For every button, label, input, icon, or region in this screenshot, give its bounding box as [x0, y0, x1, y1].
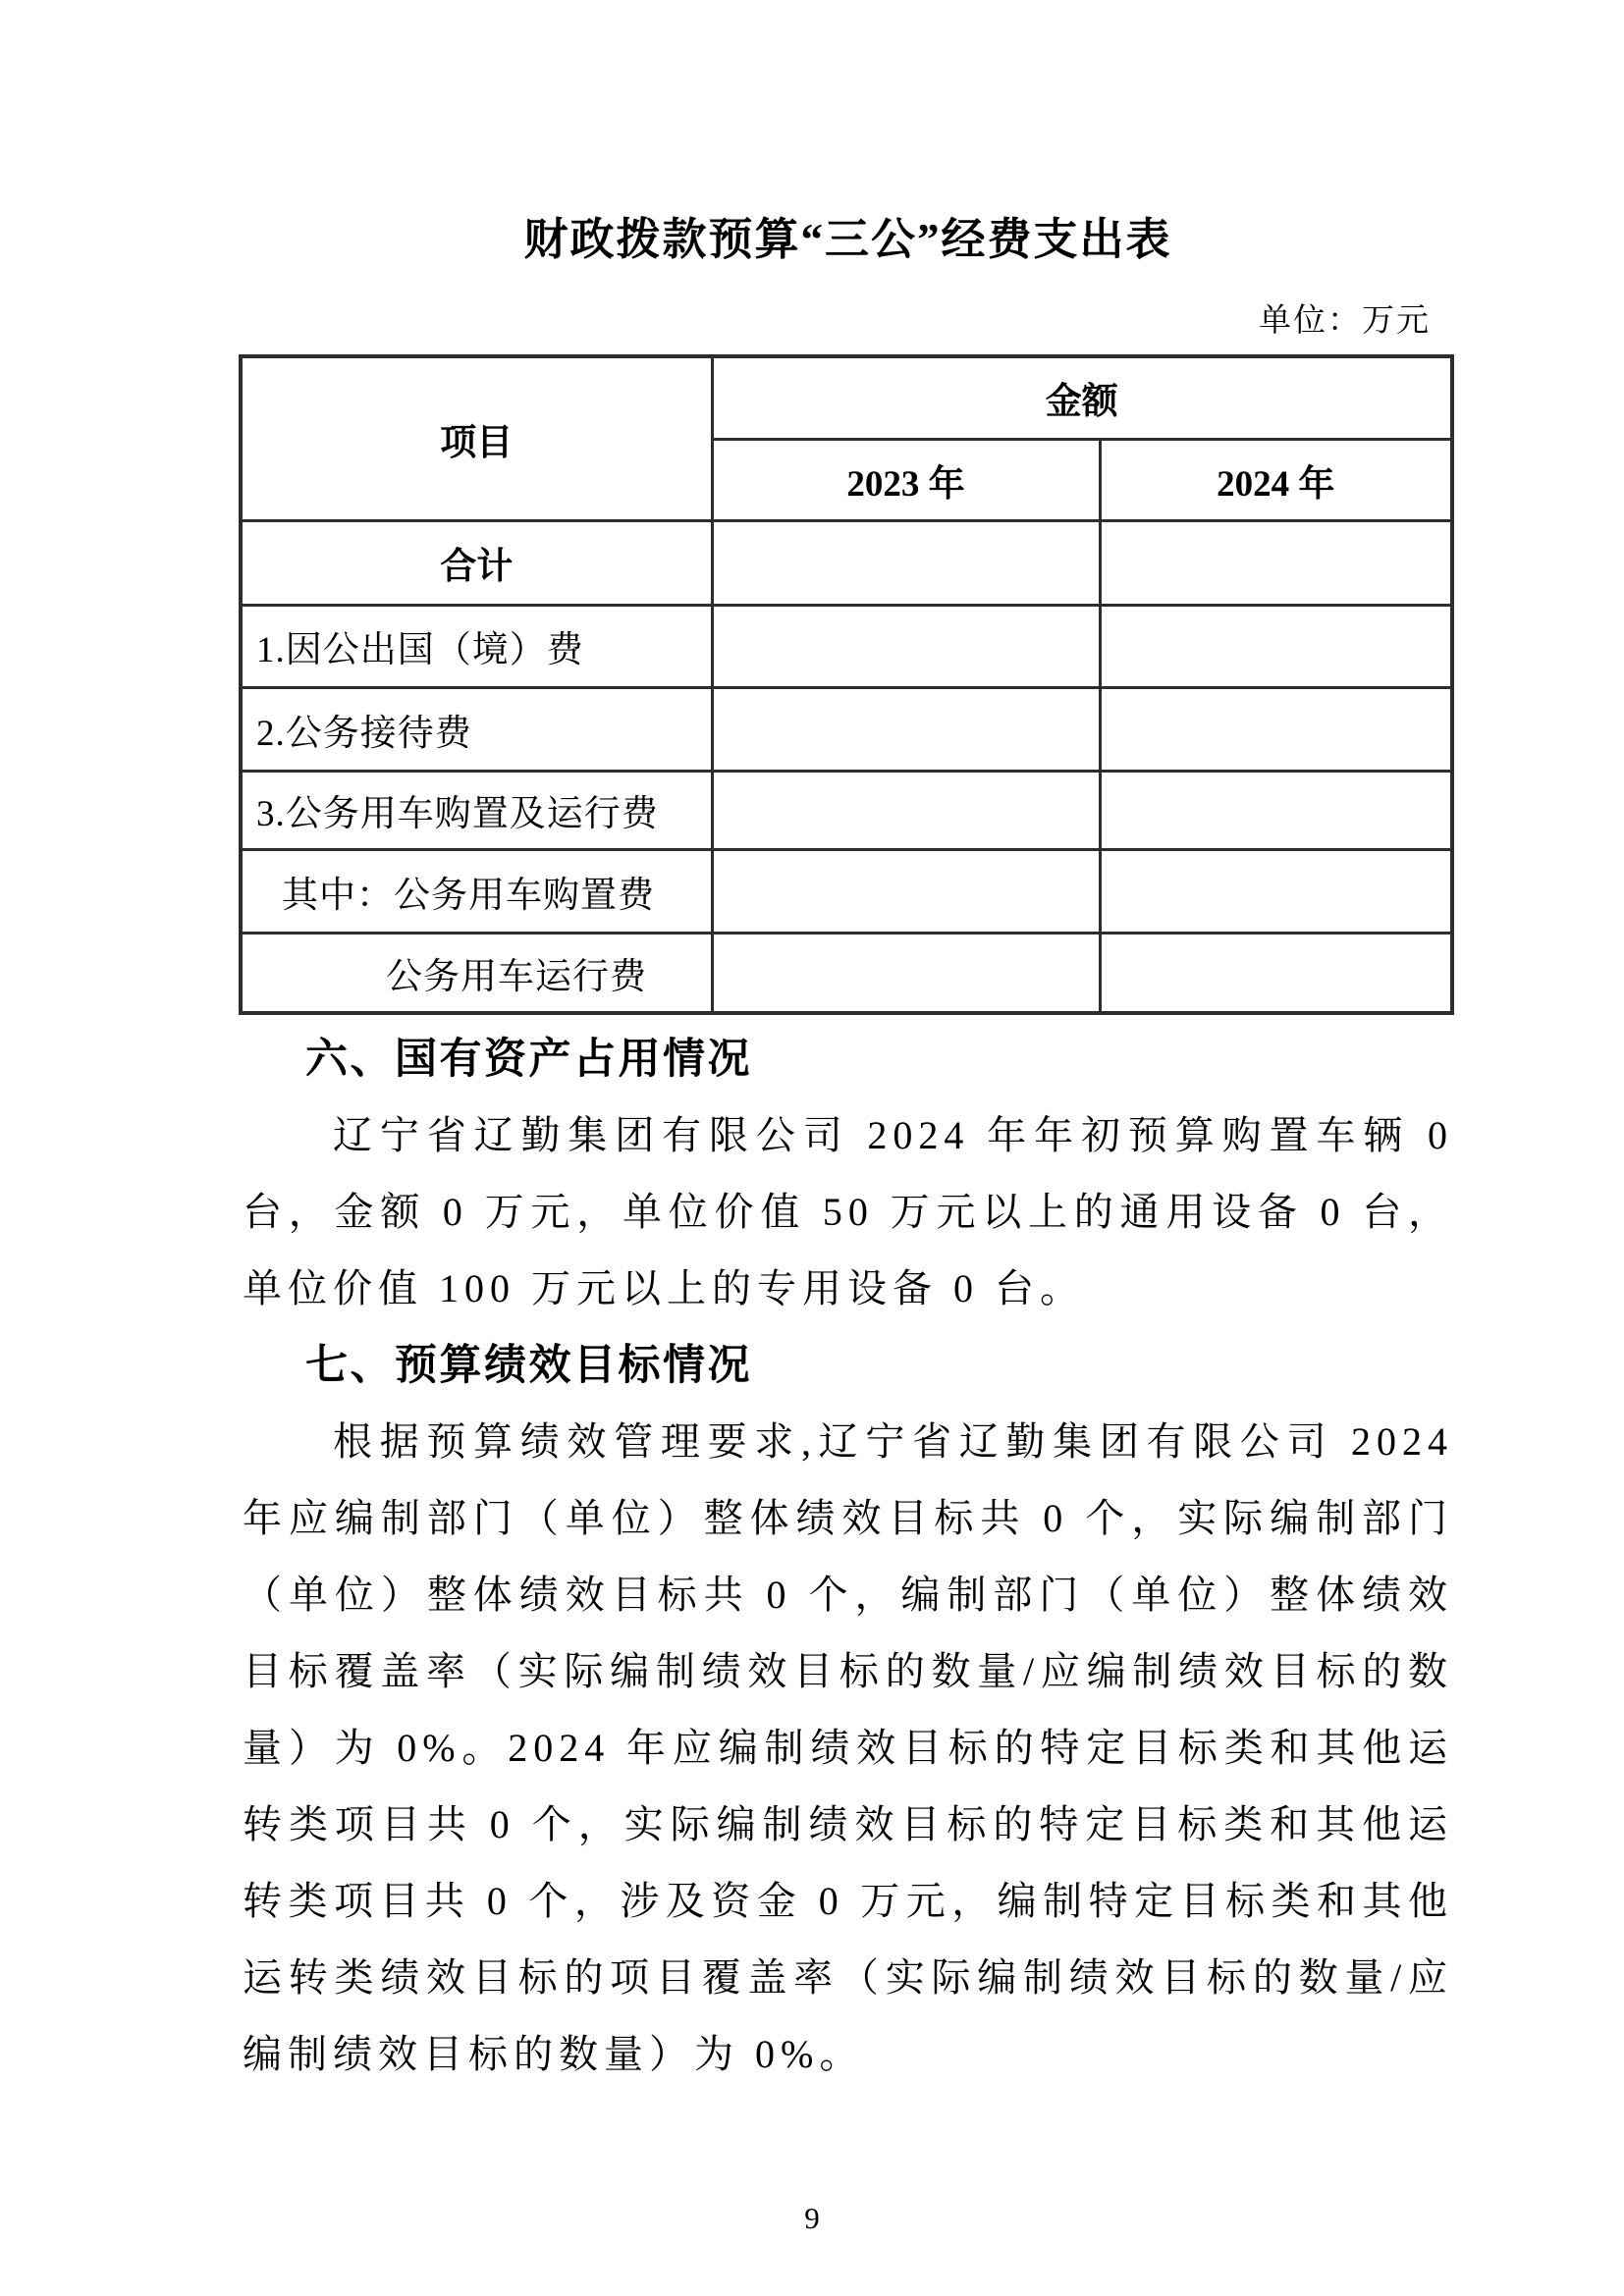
page-number: 9 [804, 2201, 820, 2235]
row-label-vehicle-purchase-operation: 3.公务用车购置及运行费 [241, 771, 712, 849]
value-cell-2024 [1100, 933, 1452, 1013]
row-label-total: 合计 [241, 520, 712, 605]
table-row [241, 933, 1452, 1013]
table-header-row-1 [241, 356, 1452, 439]
value-cell-2023 [712, 520, 1100, 605]
section-paragraph-state-assets: 辽宁省辽勤集团有限公司 2024 年年初预算购置车辆 0 台，金额 0 万元，单位价值 50 万元以上的通用设备 0 台，单位价值 100 万元以上的专用设备 0 台。 [243, 1113, 1453, 1310]
page-title: 财政拨款预算“三公”经费支出表 [523, 215, 1172, 264]
table-row-total [241, 520, 1452, 605]
section-heading-state-assets: 六、国有资产占用情况 [305, 1036, 752, 1083]
value-cell-2023 [712, 849, 1100, 933]
value-cell-2024 [1100, 771, 1452, 849]
row-label-vehicle-operation: 公务用车运行费 [241, 933, 712, 1013]
row-label-vehicle-purchase: 其中：公务用车购置费 [241, 849, 712, 933]
section-paragraph-performance-targets: 根据预算绩效管理要求,辽宁省辽勤集团有限公司 2024 年应编制部门（单位）整体绩效目标共 0 个，实际编制部门（单位）整体绩效目标共 0 个，编制部门（单位）整体绩效目标覆盖率（实际编制绩效目标的数量/应编制绩效目标的数量）为 0%。2024 年应编制绩效目标的特定目标类和其他运转类项目共 0 个，实际编制绩效目标的特定目标类和其他运转类项目共 0 个，涉及资金 0 万元，编制特定目标类和其他运转类绩效目标的项目覆盖率（实际编制绩效目标的数量/应编制绩效目标的数量）为 0%。 [243, 1419, 1453, 2076]
table-row [241, 687, 1452, 771]
unit-note: 单位：万元 [1259, 303, 1431, 339]
header-year-2023-cell: 2023 年 [712, 439, 1100, 520]
table-row [241, 849, 1452, 933]
section-heading-performance-targets: 七、预算绩效目标情况 [305, 1342, 752, 1389]
value-cell-2024 [1100, 520, 1452, 605]
table-row [241, 605, 1452, 687]
value-cell-2023 [712, 687, 1100, 771]
document-body [243, 1021, 1453, 2093]
header-amount-cell: 金额 [712, 356, 1452, 439]
value-cell-2024 [1100, 687, 1452, 771]
header-year-2024-cell: 2024 年 [1100, 439, 1452, 520]
value-cell-2023 [712, 933, 1100, 1013]
three-public-expense-table [239, 354, 1454, 1015]
header-item-cell: 项目 [241, 356, 712, 520]
row-label-reception-expense: 2.公务接待费 [241, 687, 712, 771]
value-cell-2024 [1100, 849, 1452, 933]
value-cell-2023 [712, 771, 1100, 849]
value-cell-2023 [712, 605, 1100, 687]
value-cell-2024 [1100, 605, 1452, 687]
table-row [241, 771, 1452, 849]
row-label-abroad-expense: 1.因公出国（境）费 [241, 605, 712, 687]
